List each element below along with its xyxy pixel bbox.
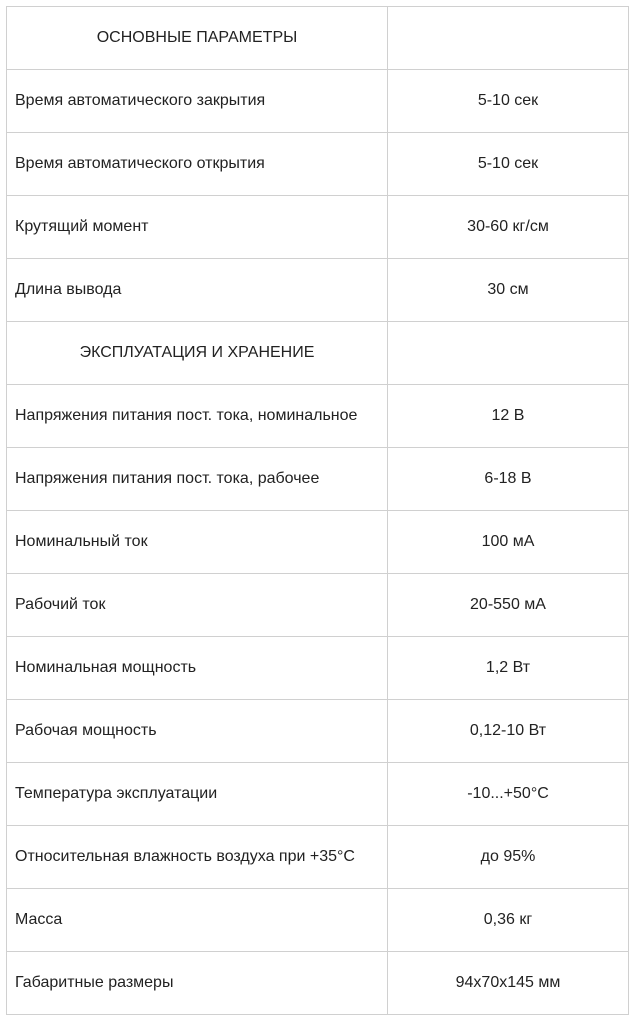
table-row: [7, 637, 629, 700]
table-row: [7, 700, 629, 763]
parameter-name: Длина вывода: [7, 259, 388, 322]
parameter-name: Номинальный ток: [7, 511, 388, 574]
parameter-value: 5-10 сек: [388, 70, 629, 133]
parameter-value: 12 В: [388, 385, 629, 448]
parameter-name: Рабочая мощность: [7, 700, 388, 763]
section-value: [388, 322, 629, 385]
section-title: ЭКСПЛУАТАЦИЯ И ХРАНЕНИЕ: [7, 322, 388, 385]
parameter-name: Относительная влажность воздуха при +35°С: [7, 826, 388, 889]
parameter-value: 30 см: [388, 259, 629, 322]
parameter-name: Номинальная мощность: [7, 637, 388, 700]
parameter-value: 6-18 В: [388, 448, 629, 511]
parameter-name: Масса: [7, 889, 388, 952]
parameter-value: 100 мА: [388, 511, 629, 574]
parameter-name: Напряжения питания пост. тока, номинальное: [7, 385, 388, 448]
parameter-value: 20-550 мА: [388, 574, 629, 637]
parameter-value: -10...+50°С: [388, 763, 629, 826]
parameter-name: Рабочий ток: [7, 574, 388, 637]
table-row: [7, 763, 629, 826]
section-header-row: [7, 322, 629, 385]
section-title: ОСНОВНЫЕ ПАРАМЕТРЫ: [7, 7, 388, 70]
parameter-value: 94х70х145 мм: [388, 952, 629, 1015]
table-row: [7, 826, 629, 889]
table-row: [7, 133, 629, 196]
specifications-table: [6, 6, 629, 1015]
parameter-name: Время автоматического открытия: [7, 133, 388, 196]
parameter-value: 30-60 кг/см: [388, 196, 629, 259]
parameter-value: 0,12-10 Вт: [388, 700, 629, 763]
parameter-name: Температура эксплуатации: [7, 763, 388, 826]
parameter-value: 1,2 Вт: [388, 637, 629, 700]
parameter-name: Время автоматического закрытия: [7, 70, 388, 133]
table-row: [7, 196, 629, 259]
table-row: [7, 448, 629, 511]
parameter-name: Напряжения питания пост. тока, рабочее: [7, 448, 388, 511]
parameter-value: 5-10 сек: [388, 133, 629, 196]
table-row: [7, 259, 629, 322]
parameter-value: до 95%: [388, 826, 629, 889]
parameter-name: Крутящий момент: [7, 196, 388, 259]
table-row: [7, 889, 629, 952]
parameter-name: Габаритные размеры: [7, 952, 388, 1015]
parameter-value: 0,36 кг: [388, 889, 629, 952]
table-row: [7, 511, 629, 574]
table-row: [7, 574, 629, 637]
table-row: [7, 385, 629, 448]
table-row: [7, 952, 629, 1015]
section-value: [388, 7, 629, 70]
table-row: [7, 70, 629, 133]
section-header-row: [7, 7, 629, 70]
